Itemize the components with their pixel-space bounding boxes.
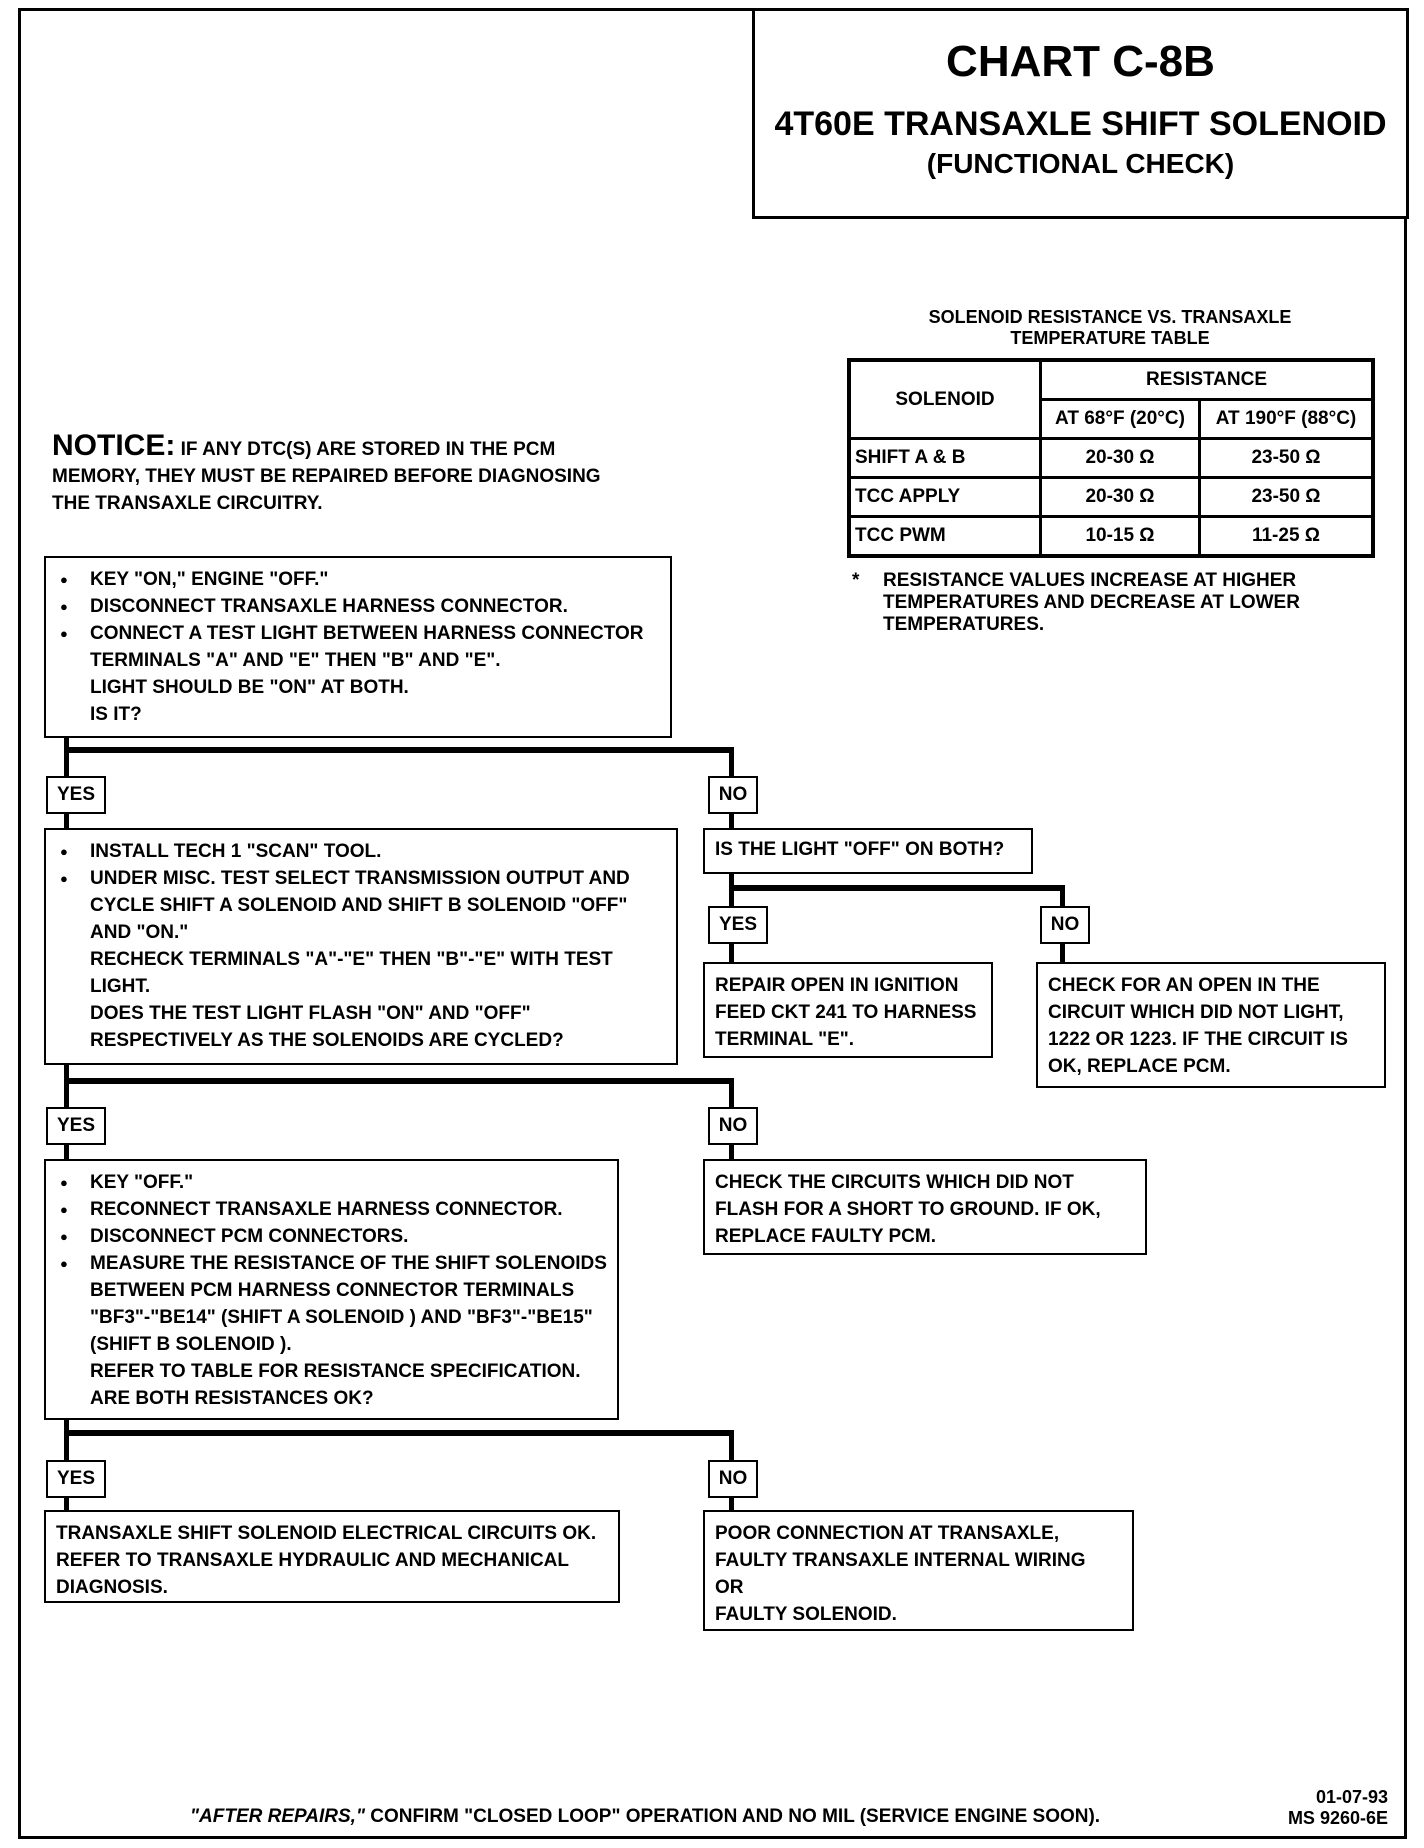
step2-question: DOES THE TEST LIGHT FLASH "ON" AND "OFF" RESPECTIVELY AS THE SOLENOIDS ARE CYCLED?: [90, 1003, 564, 1051]
table-row: TCC PWM 10-15 Ω 11-25 Ω: [849, 517, 1373, 557]
step3-question: ARE BOTH RESISTANCES OK?: [90, 1388, 374, 1409]
doc-date: 01-07-93: [1315, 1787, 1388, 1807]
connector: [729, 944, 734, 962]
step2-bullet: ● UNDER MISC. TEST SELECT TRANSMISSION OUTPUT AND CYCLE SHIFT A SOLENOID AND SHIFT B SOLENOID "OFF" AND "ON.": [56, 865, 666, 946]
connector: [1060, 885, 1065, 908]
connector: [64, 747, 734, 753]
chart-id: CHART C-8B: [946, 37, 1215, 86]
step1-question: IS IT?: [90, 704, 142, 725]
step3-box: [44, 1159, 619, 1420]
after-repairs-note: "AFTER REPAIRS," CONFIRM "CLOSED LOOP" OPERATION AND NO MIL (SERVICE ENGINE SOON).: [190, 1806, 1101, 1827]
connector: [729, 885, 1065, 891]
repair-open-ignition-box: REPAIR OPEN IN IGNITION FEED CKT 241 TO HARNESS TERMINAL "E".: [703, 962, 993, 1058]
step3-bullet: ● RECONNECT TRANSAXLE HARNESS CONNECTOR.: [56, 1196, 607, 1223]
resistance-table-title: SOLENOID RESISTANCE VS. TRANSAXLE TEMPERATURE TABLE: [928, 307, 1292, 348]
yes-label: YES: [708, 906, 768, 944]
notice: [52, 429, 612, 517]
connector: [64, 1420, 69, 1462]
document-id: [1288, 1787, 1388, 1829]
step2-bullet: ● INSTALL TECH 1 "SCAN" TOOL.: [56, 838, 666, 865]
connector: [64, 1498, 69, 1510]
connector: [64, 1430, 734, 1436]
chart-subtitle-2: (FUNCTIONAL CHECK): [926, 148, 1235, 179]
connector: [729, 1078, 734, 1109]
connector: [729, 1498, 734, 1510]
connector: [64, 1078, 734, 1084]
title-box: [752, 8, 1409, 219]
step2-recheck: RECHECK TERMINALS "A"-"E" THEN "B"-"E" WITH TEST LIGHT.: [90, 949, 613, 997]
light-off-question-box: IS THE LIGHT "OFF" ON BOTH?: [703, 828, 1033, 874]
resistance-footnote: * RESISTANCE VALUES INCREASE AT HIGHER TEMPERATURES AND DECREASE AT LOWER TEMPERATURES.: [852, 570, 1300, 635]
check-open-circuit-box: CHECK FOR AN OPEN IN THE CIRCUIT WHICH DID NOT LIGHT, 1222 OR 1223. IF THE CIRCUIT IS OK, REPLACE PCM.: [1036, 962, 1386, 1088]
step1-box: [44, 556, 672, 738]
step2-box: [44, 828, 678, 1065]
step1-bullet: ● CONNECT A TEST LIGHT BETWEEN HARNESS CONNECTOR TERMINALS "A" AND "E" THEN "B" AND "E".: [56, 620, 660, 674]
step1-bullet: ● KEY "ON," ENGINE "OFF.": [56, 566, 660, 593]
table-row: TCC APPLY 20-30 Ω 23-50 Ω: [849, 478, 1373, 517]
no-label: NO: [708, 1107, 758, 1145]
step3-bullet: ● KEY "OFF.": [56, 1169, 607, 1196]
connector: [64, 814, 69, 828]
connector: [1060, 944, 1065, 962]
circuits-ok-box: TRANSAXLE SHIFT SOLENOID ELECTRICAL CIRCUITS OK. REFER TO TRANSAXLE HYDRAULIC AND MECHANICAL DIAGNOSIS.: [44, 1510, 620, 1603]
step3-bullet: ● MEASURE THE RESISTANCE OF THE SHIFT SOLENOIDS BETWEEN PCM HARNESS CONNECTOR TERMINALS "BF3"-"BE14" (SHIFT A SOLENOID ) AND "BF3"-"BE15" (SHIFT B SOLENOID ).: [56, 1250, 607, 1358]
step1-expected: LIGHT SHOULD BE "ON" AT BOTH.: [90, 677, 409, 698]
connector: [64, 738, 69, 778]
header-high-temp: AT 190°F (88°C): [1200, 400, 1374, 439]
connector: [729, 1145, 734, 1159]
connector: [729, 874, 734, 908]
no-label: NO: [708, 776, 758, 814]
connector: [64, 1065, 69, 1109]
yes-label: YES: [46, 1107, 106, 1145]
no-label: NO: [708, 1460, 758, 1498]
resistance-table: [847, 358, 1375, 558]
notice-label: NOTICE:: [52, 429, 176, 462]
check-circuits-short-box: CHECK THE CIRCUITS WHICH DID NOT FLASH FOR A SHORT TO GROUND. IF OK, REPLACE FAULTY PCM.: [703, 1159, 1147, 1255]
poor-connection-box: POOR CONNECTION AT TRANSAXLE, FAULTY TRANSAXLE INTERNAL WIRING OR FAULTY SOLENOID.: [703, 1510, 1134, 1631]
step1-bullet: ● DISCONNECT TRANSAXLE HARNESS CONNECTOR.: [56, 593, 660, 620]
table-row: SHIFT A & B 20-30 Ω 23-50 Ω: [849, 439, 1373, 478]
connector: [729, 1430, 734, 1462]
connector: [729, 814, 734, 828]
header-solenoid: SOLENOID: [849, 360, 1041, 439]
yes-label: YES: [46, 1460, 106, 1498]
step3-refer: REFER TO TABLE FOR RESISTANCE SPECIFICATION.: [90, 1361, 581, 1382]
doc-number: MS 9260-6E: [1287, 1808, 1388, 1828]
header-low-temp: AT 68°F (20°C): [1041, 400, 1200, 439]
no-label: NO: [1040, 906, 1090, 944]
chart-subtitle: 4T60E TRANSAXLE SHIFT SOLENOID: [774, 105, 1387, 143]
step3-bullet: ● DISCONNECT PCM CONNECTORS.: [56, 1223, 607, 1250]
yes-label: YES: [46, 776, 106, 814]
notice-text: IF ANY DTC(S) ARE STORED IN THE PCM MEMORY, THEY MUST BE REPAIRED BEFORE DIAGNOSING THE TRANSAXLE CIRCUITRY.: [52, 439, 601, 514]
header-resistance: RESISTANCE: [1041, 360, 1374, 400]
connector: [64, 1145, 69, 1159]
connector: [729, 747, 734, 778]
